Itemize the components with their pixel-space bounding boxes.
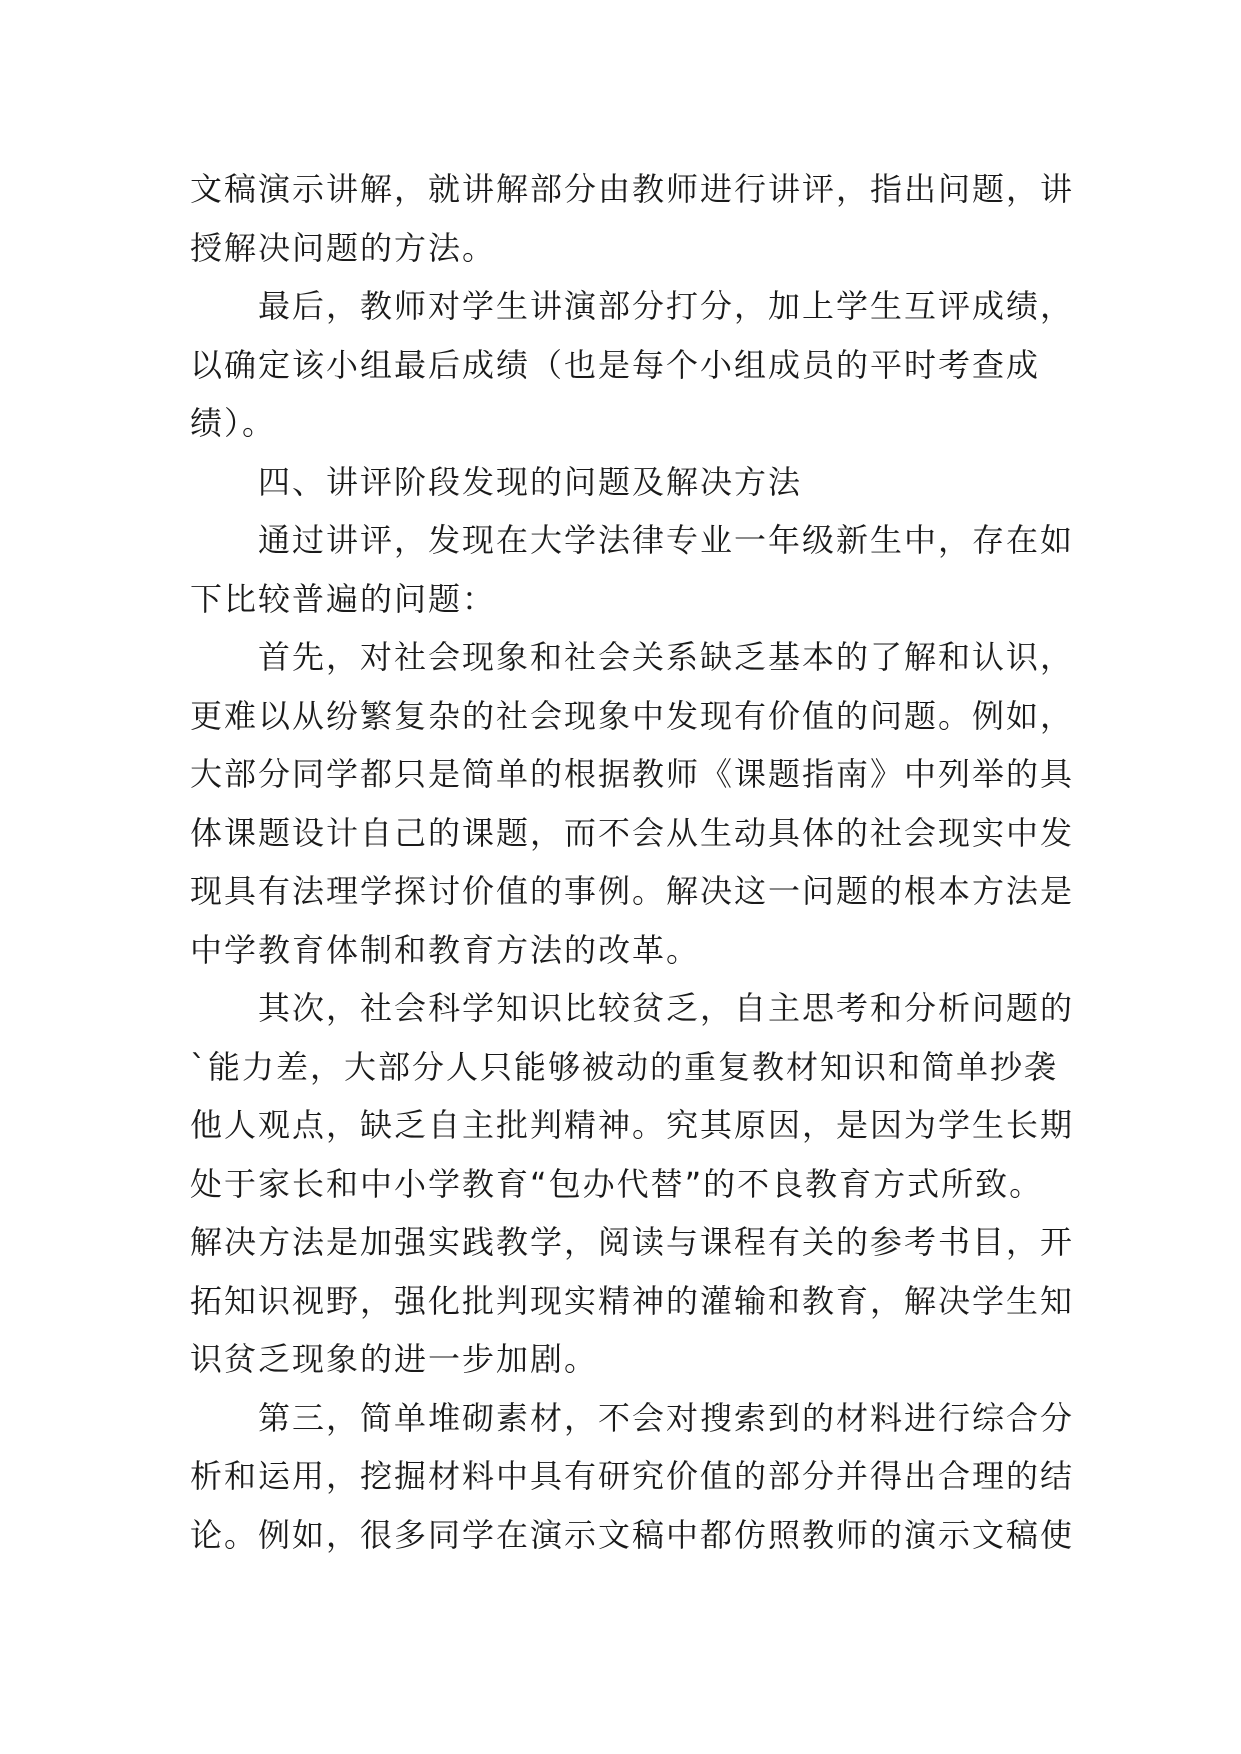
text-line: 体课题设计自己的课题，而不会从生动具体的社会现实中发 (190, 813, 1075, 852)
text-line: `能力差，大部分人只能够被动的重复教材知识和简单抄袭 (190, 1047, 1059, 1086)
text-line: 更难以从纷繁复杂的社会现象中发现有价值的问题。例如， (190, 696, 1075, 735)
paragraph-start-line: 首先，对社会现象和社会关系缺乏基本的了解和认识， (258, 638, 1075, 676)
paragraph-start-line: 通过讲评，发现在大学法律专业一年级新生中，存在如 (258, 521, 1075, 559)
section-heading: 四、讲评阶段发现的问题及解决方法 (258, 462, 803, 501)
text-line: 绩）。 (190, 404, 277, 442)
paragraph-start-line: 其次，社会科学知识比较贫乏，自主思考和分析问题的 (258, 989, 1075, 1027)
paragraph-start-line: 最后，教师对学生讲演部分打分，加上学生互评成绩， (258, 287, 1075, 325)
text-line: 识贫乏现象的进一步加剧。 (190, 1340, 599, 1378)
text-line: 授解决问题的方法。 (190, 228, 497, 267)
text-line: 论。例如，很多同学在演示文稿中都仿照教师的演示文稿使 (190, 1515, 1075, 1554)
text-line: 解决方法是加强实践教学，阅读与课程有关的参考书目，开 (190, 1223, 1075, 1261)
text-line: 下比较普遍的问题： (190, 579, 497, 618)
text-line: 文稿演示讲解，就讲解部分由教师进行讲评，指出问题，讲 (190, 170, 1075, 208)
text-line: 大部分同学都只是简单的根据教师《课题指南》中列举的具 (190, 755, 1075, 793)
text-line: 他人观点，缺乏自主批判精神。究其原因，是因为学生长期 (190, 1106, 1075, 1144)
body-text (190, 160, 1075, 1564)
paragraph-start-line: 第三，简单堆砌素材，不会对搜索到的材料进行综合分 (258, 1398, 1075, 1437)
text-line: 现具有法理学探讨价值的事例。解决这一问题的根本方法是 (190, 872, 1075, 910)
text-line: 中学教育体制和教育方法的改革。 (190, 930, 701, 969)
text-line: 析和运用，挖掘材料中具有研究价值的部分并得出合理的结 (190, 1457, 1075, 1495)
text-line: 处于家长和中小学教育“包办代替”的不良教育方式所致。 (190, 1164, 1044, 1203)
text-line: 以确定该小组最后成绩（也是每个小组成员的平时考查成 (190, 345, 1041, 384)
text-line: 拓知识视野，强化批判现实精神的灌输和教育，解决学生知 (190, 1281, 1075, 1320)
